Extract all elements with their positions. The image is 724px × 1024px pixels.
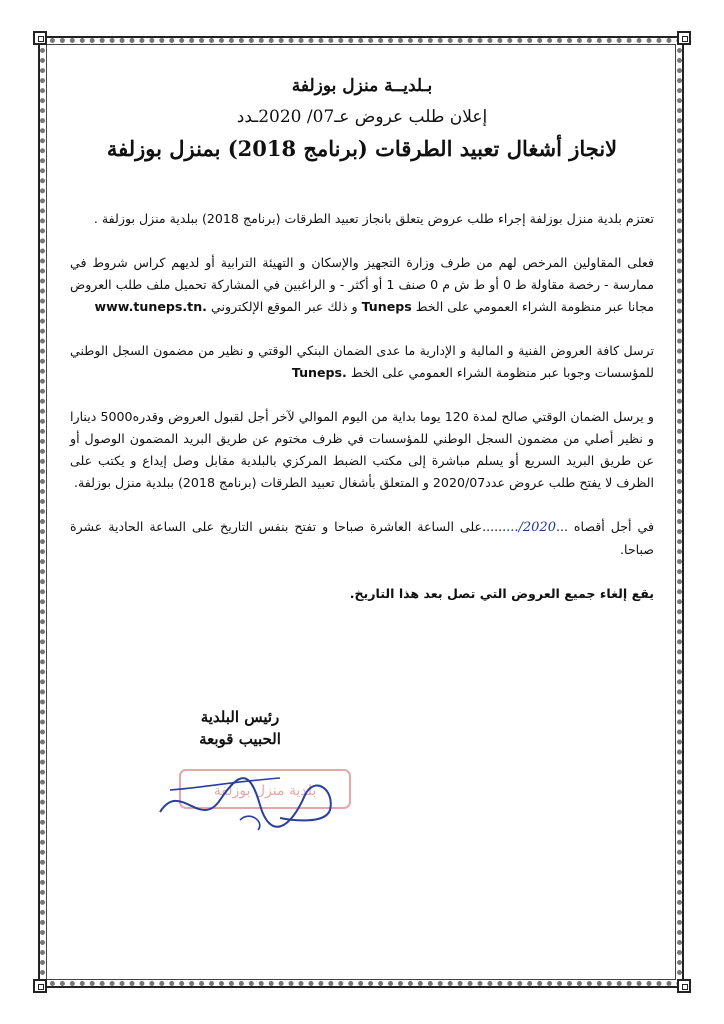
document-header bbox=[70, 72, 654, 164]
signature-block bbox=[160, 706, 320, 750]
notice-title: لانجاز أشغال تعبيد الطرقات (برنامج 2018) بمنزل بوزلفة bbox=[106, 136, 618, 161]
handwritten-date: 2020/... bbox=[506, 520, 556, 535]
stamp-and-signature bbox=[140, 760, 370, 840]
eligibility-text: فعلى المقاولين المرخص لهم من طرف وزارة التجهيز والإسكان و التهيئة الترابية أو لديهم كراس شروط في ممارسة - رخصة مقاولة ط 0 أو ط ش م 0 صنف 1 أو أكثر - و الراغبين في المشاركة تحميل ملف طلب العروض مجانا عبر منظومة الشراء العمومي على الخط bbox=[70, 255, 654, 314]
paragraph-guarantee: و يرسل الضمان الوقتي صالح لمدة 120 يوما بداية من اليوم الموالي لآخر أجل لقبول العروض وقدره5000 دينارا و نظير أصلي من مضمون السجل الوطني للمؤسسات في ظرف مختوم عن طريق البريد المضمون الوصول أو عن طريق البريد السريع أو يسلم مباشرة إلى مكتب الضبط المركزي بالبلدية مقابل وصل إيداع و يكتب على الظرف لا يفتح طلب عروض عدد2020/07 و المتعلق بأشغال تعبيد الطرقات (برنامج 2018) ببلدية منزل بوزلفة. bbox=[70, 409, 654, 490]
document-body bbox=[70, 72, 654, 605]
frame-corner-ornament bbox=[33, 979, 47, 993]
frame-corner-ornament bbox=[33, 31, 47, 45]
tuneps-label: Tuneps bbox=[361, 299, 412, 314]
eligibility-text-b: و ذلك عبر الموقع الإلكتروني bbox=[210, 299, 358, 314]
paragraph-intro: تعتزم بلدية منزل بوزلفة إجراء طلب عروض يتعلق بانجاز تعبيد الطرقات (برنامج 2018) ببلدية منزل بوزلفة . bbox=[93, 211, 654, 226]
frame-corner-ornament bbox=[677, 31, 691, 45]
deadline-end: ......على الساعة العاشرة صباحا و تفتح بنفس التاريخ على الساعة الحادية عشرة صباحا. bbox=[70, 519, 654, 557]
mayor-name: الحبيب قوبعة bbox=[199, 730, 281, 748]
tuneps-website: www.tuneps.tn. bbox=[94, 299, 207, 314]
paragraph-deadline bbox=[70, 516, 654, 561]
paragraph-submission bbox=[70, 340, 654, 384]
deadline-start: في أجل أقصاه ... bbox=[555, 519, 654, 534]
mayor-title: رئيس البلدية bbox=[200, 708, 280, 726]
frame-corner-ornament bbox=[677, 979, 691, 993]
stamp-text: بلدية منزل بوزلفة bbox=[213, 783, 317, 799]
municipality-name: بـلديــة منزل بوزلفة bbox=[291, 76, 433, 96]
paragraph-cancellation: يقع إلغاء جميع العروض التي تصل بعد هذا التاريخ. bbox=[349, 586, 654, 601]
tuneps-label: Tuneps. bbox=[291, 365, 347, 380]
notice-number: إعلان طلب عروض عـ07/ 2020ـدد bbox=[236, 107, 488, 127]
paragraph-eligibility bbox=[70, 252, 654, 318]
submission-text: ترسل كافة العروض الفنية و المالية و الإدارية ما عدى الضمان البنكي الوقتي و نظير من مضمون السجل الوطني للمؤسسات وجوبا عبر منظومة الشراء العمومي على الخط bbox=[70, 343, 654, 380]
